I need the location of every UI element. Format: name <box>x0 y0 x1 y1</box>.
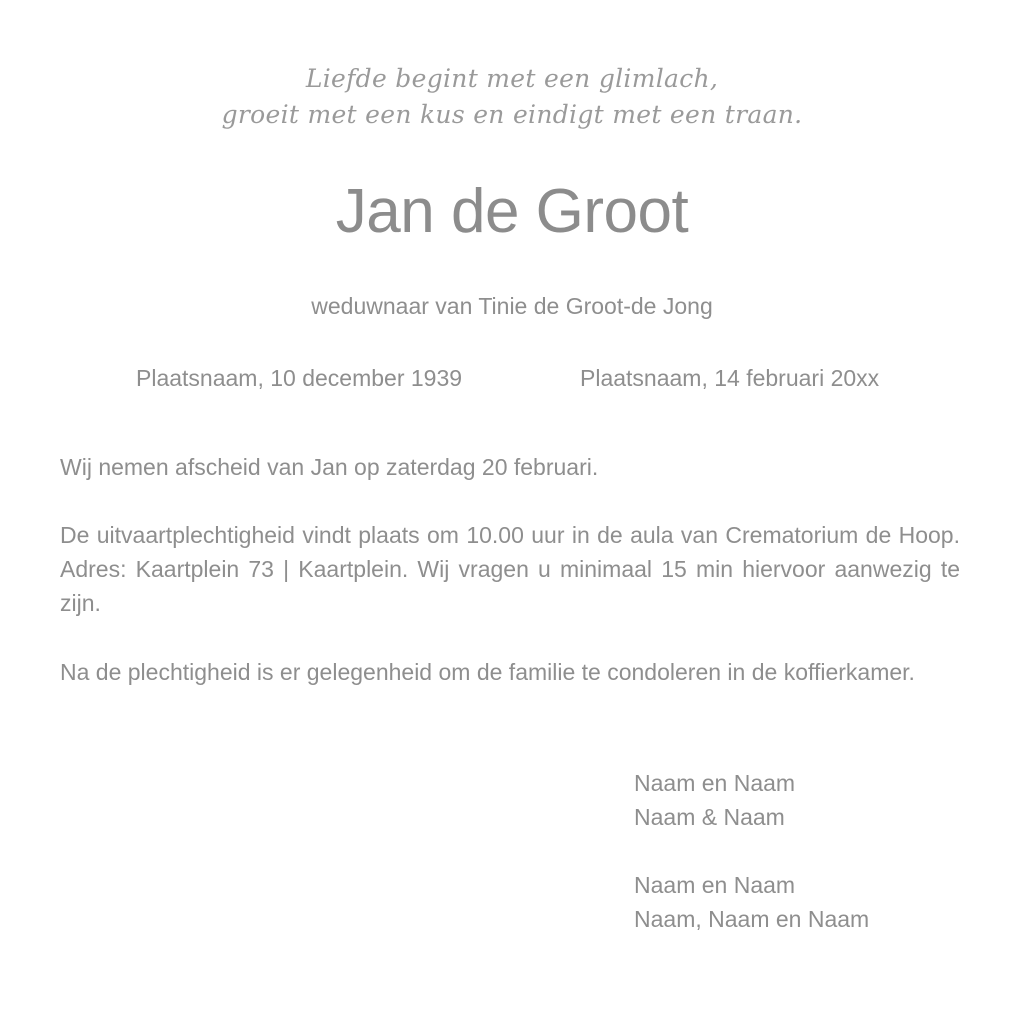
signature-line: Naam en Naam <box>634 872 796 898</box>
relation-text: weduwnaar van Tinie de Groot-de Jong <box>311 293 713 319</box>
deceased-name: Jan de Groot <box>335 177 689 246</box>
ceremony-paragraph: De uitvaartplechtigheid vindt plaats om 10.00 uur in de aula van Crematorium de Hoop. Adres: Kaartplein 73 | Kaartplein. Wij vragen u minimaal 15 min hiervoor aanwezig te zijn. <box>60 522 960 616</box>
quote-line-1: Liefde begint met een glimlach, <box>305 64 719 93</box>
quote-line-2: groeit met een kus en eindigt met een traan. <box>221 100 803 129</box>
condolence-paragraph: Na de plechtigheid is er gelegenheid om de familie te condoleren in de koffierkamer. <box>60 659 915 685</box>
farewell-paragraph: Wij nemen afscheid van Jan op zaterdag 20 februari. <box>60 454 599 480</box>
signature-line: Naam, Naam en Naam <box>634 906 870 932</box>
signature-line: Naam en Naam <box>634 770 796 796</box>
birth-date: Plaatsnaam, 10 december 1939 <box>136 365 463 391</box>
death-date: Plaatsnaam, 14 februari 20xx <box>580 365 880 391</box>
signature-line: Naam & Naam <box>634 804 785 830</box>
